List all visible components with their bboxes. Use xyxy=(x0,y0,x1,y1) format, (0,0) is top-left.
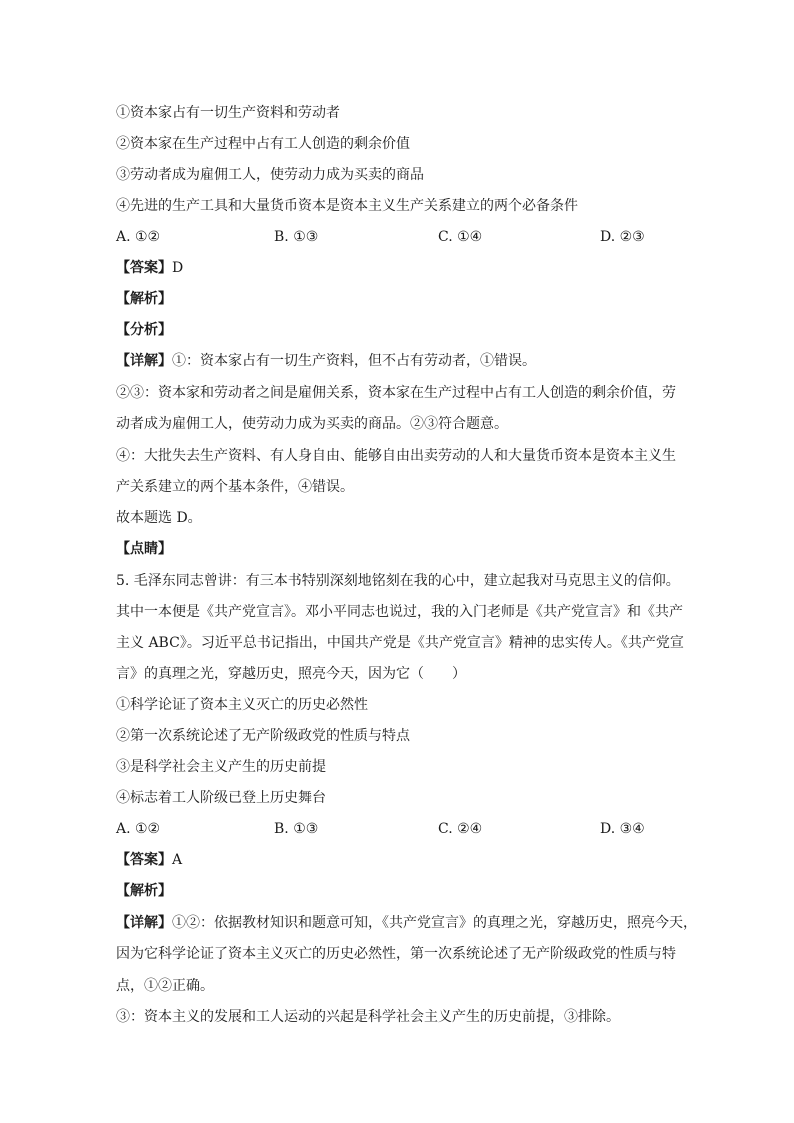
q4-option-a: A. ①② xyxy=(116,229,161,245)
answer-tag: 【答案】 xyxy=(116,260,172,276)
q4-conclusion: 故本题选 D。 xyxy=(116,510,202,526)
q4-detail-2a: ②③：资本家和劳动者之间是雇佣关系，资本家在生产过程中占有工人创造的剩余价值，劳 xyxy=(116,385,676,401)
q5-answer xyxy=(116,850,686,870)
q4-statement-3: ③劳动者成为雇佣工人，使劳动力成为买卖的商品 xyxy=(116,167,424,183)
q5-detail-1a xyxy=(116,913,697,933)
q4-statement-1: ①资本家占有一切生产资料和劳动者 xyxy=(116,105,340,121)
q5-analysis-tag: 【解析】 xyxy=(116,883,172,899)
q4-dianjing-tag: 【点睛】 xyxy=(116,541,172,557)
q5-stem-4: 言》的真理之光，穿越历史，照亮今天，因为它（ ） xyxy=(116,666,466,682)
q4-analysis-tag: 【解析】 xyxy=(116,291,172,307)
q4-option-c: C. ①④ xyxy=(438,229,483,245)
detail-text: ①：资本家占有一切生产资料，但不占有劳动者，①错误。 xyxy=(172,353,536,369)
q5-option-a: A. ①② xyxy=(116,821,161,837)
q4-detail-1 xyxy=(116,351,686,371)
q4-option-d: D. ②③ xyxy=(600,229,645,245)
q5-stem-2: 其中一本便是《共产党宣言》。邓小平同志也说过，我的入门老师是《共产党宣言》和《共产 xyxy=(116,604,683,620)
detail-tag: 【详解】 xyxy=(116,915,172,931)
q4-detail-3b: 产关系建立的两个基本条件，④错误。 xyxy=(116,479,354,495)
q5-statement-4: ④标志着工人阶级已登上历史舞台 xyxy=(116,790,326,806)
q4-statement-4: ④先进的生产工具和大量货币资本是资本主义生产关系建立的两个必备条件 xyxy=(116,198,578,214)
q4-detail-2b: 动者成为雇佣工人，使劳动力成为买卖的商品。②③符合题意。 xyxy=(116,416,508,432)
q5-statement-3: ③是科学社会主义产生的历史前提 xyxy=(116,759,326,775)
q5-option-b: B. ①③ xyxy=(274,821,319,837)
q4-options xyxy=(116,227,686,247)
q5-detail-1c: 点，①②正确。 xyxy=(116,978,214,994)
detail-text: ①②：依据教材知识和题意可知，《共产党宣言》的真理之光，穿越历史，照亮今天， xyxy=(172,915,697,931)
q4-fenxi-tag: 【分析】 xyxy=(116,322,172,338)
q4-statement-2: ②资本家在生产过程中占有工人创造的剩余价值 xyxy=(116,136,410,152)
answer-value: A xyxy=(172,852,183,868)
q5-options xyxy=(116,819,686,839)
q5-stem-3: 主义 ABC》。习近平总书记指出，中国共产党是《共产党宣言》精神的忠实传人。《共产党宣 xyxy=(116,635,684,651)
answer-tag: 【答案】 xyxy=(116,852,172,868)
q4-option-b: B. ①③ xyxy=(274,229,319,245)
q5-statement-2: ②第一次系统论述了无产阶级政党的性质与特点 xyxy=(116,728,410,744)
answer-value: D xyxy=(172,260,184,276)
q5-option-d: D. ③④ xyxy=(600,821,645,837)
q5-detail-1b: 因为它科学论证了资本主义灭亡的历史必然性，第一次系统论述了无产阶级政党的性质与特 xyxy=(116,946,676,962)
q5-statement-1: ①科学论证了资本主义灭亡的历史必然性 xyxy=(116,697,368,713)
q5-stem-1: 5. 毛泽东同志曾讲：有三本书特别深刻地铭刻在我的心中，建立起我对马克思主义的信仰。 xyxy=(116,573,680,589)
q4-answer xyxy=(116,258,686,278)
detail-tag: 【详解】 xyxy=(116,353,172,369)
q5-detail-2: ③：资本主义的发展和工人运动的兴起是科学社会主义产生的历史前提，③排除。 xyxy=(116,1009,620,1025)
q5-option-c: C. ②④ xyxy=(438,821,483,837)
q4-detail-3a: ④：大批失去生产资料、有人身自由、能够自由出卖劳动的人和大量货币资本是资本主义生 xyxy=(116,448,676,464)
